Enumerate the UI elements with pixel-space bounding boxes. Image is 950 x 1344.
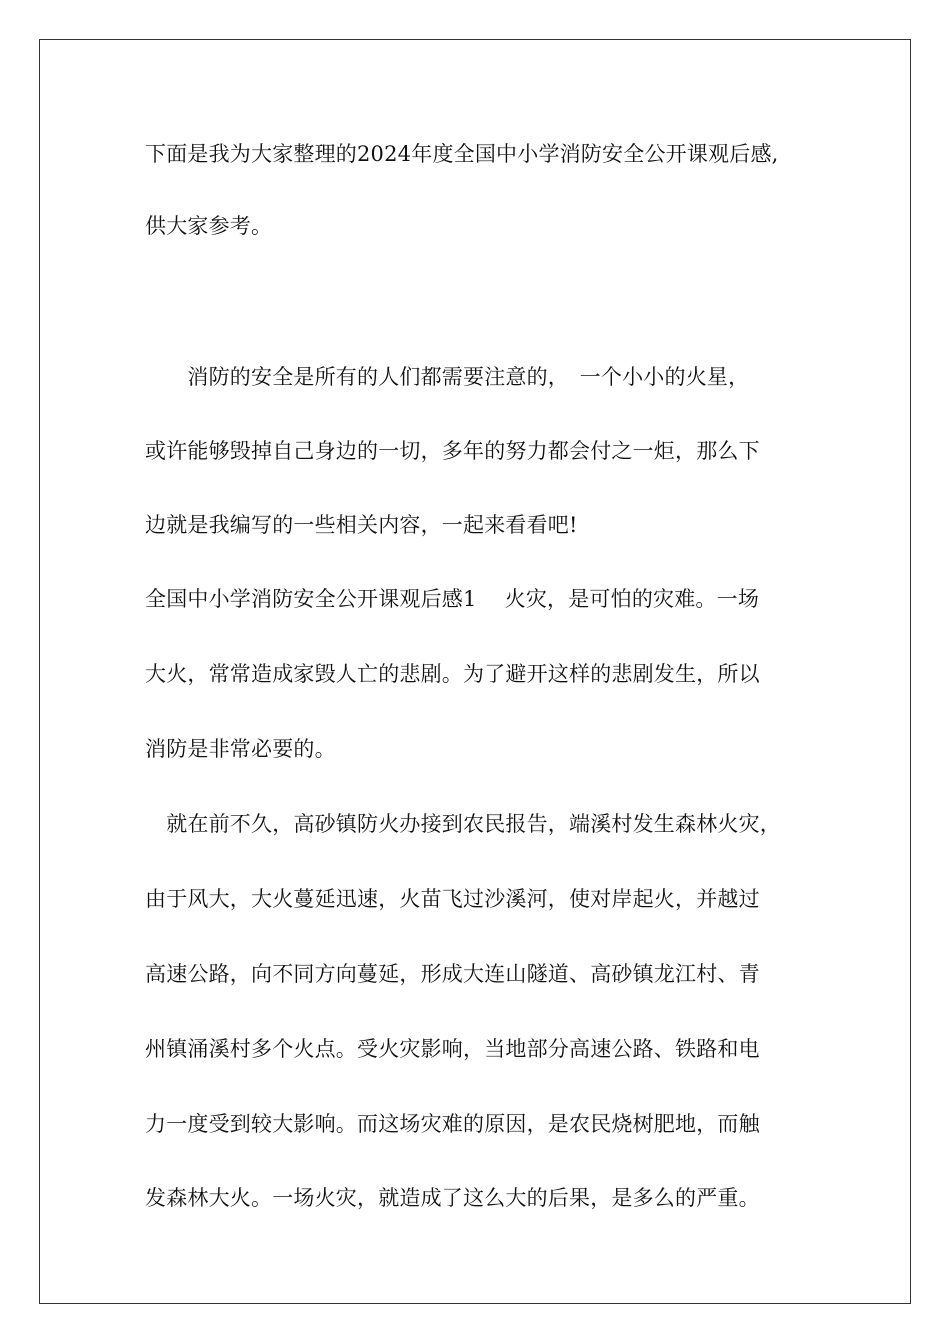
text-line-8: 消防是非常必要的。 <box>145 737 336 761</box>
text-line-14: 发森林大火。一场火灾，就造成了这么大的后果，是多么的严重。 <box>145 1186 760 1210</box>
text-line-1: 下面是我为大家整理的2024年度全国中小学消防安全公开课观后感, <box>145 142 779 166</box>
text-line-7: 大火，常常造成家毁人亡的悲剧。为了避开这样的悲剧发生，所以 <box>145 662 760 686</box>
text-line-12: 州镇涌溪村多个火点。受火灾影响，当地部分高速公路、铁路和电 <box>145 1037 760 1061</box>
text-line-9: 就在前不久，高砂镇防火办接到农民报告，端溪村发生森林火灾， <box>145 812 781 836</box>
text-line-13: 力一度受到较大影响。而这场灾难的原因，是农民烧树肥地，而触 <box>145 1112 760 1136</box>
text-line-11: 高速公路，向不同方向蔓延，形成大连山隧道、高砂镇龙江村、青 <box>145 962 760 986</box>
text-line-10: 由于风大，大火蔓延迅速，火苗飞过沙溪河，使对岸起火，并越过 <box>145 887 760 911</box>
text-line-4: 或许能够毁掉自己身边的一切，多年的努力都会付之一炬，那么下 <box>145 439 760 463</box>
text-line-2: 供大家参考。 <box>145 214 273 238</box>
text-line-3: 消防的安全是所有的人们都需要注意的， 一个小小的火星， <box>145 365 750 389</box>
text-line-5: 边就是我编写的一些相关内容，一起来看看吧! <box>145 513 578 537</box>
text-line-6: 全国中小学消防安全公开课观后感1 火灾，是可怕的灾难。一场 <box>145 587 760 611</box>
